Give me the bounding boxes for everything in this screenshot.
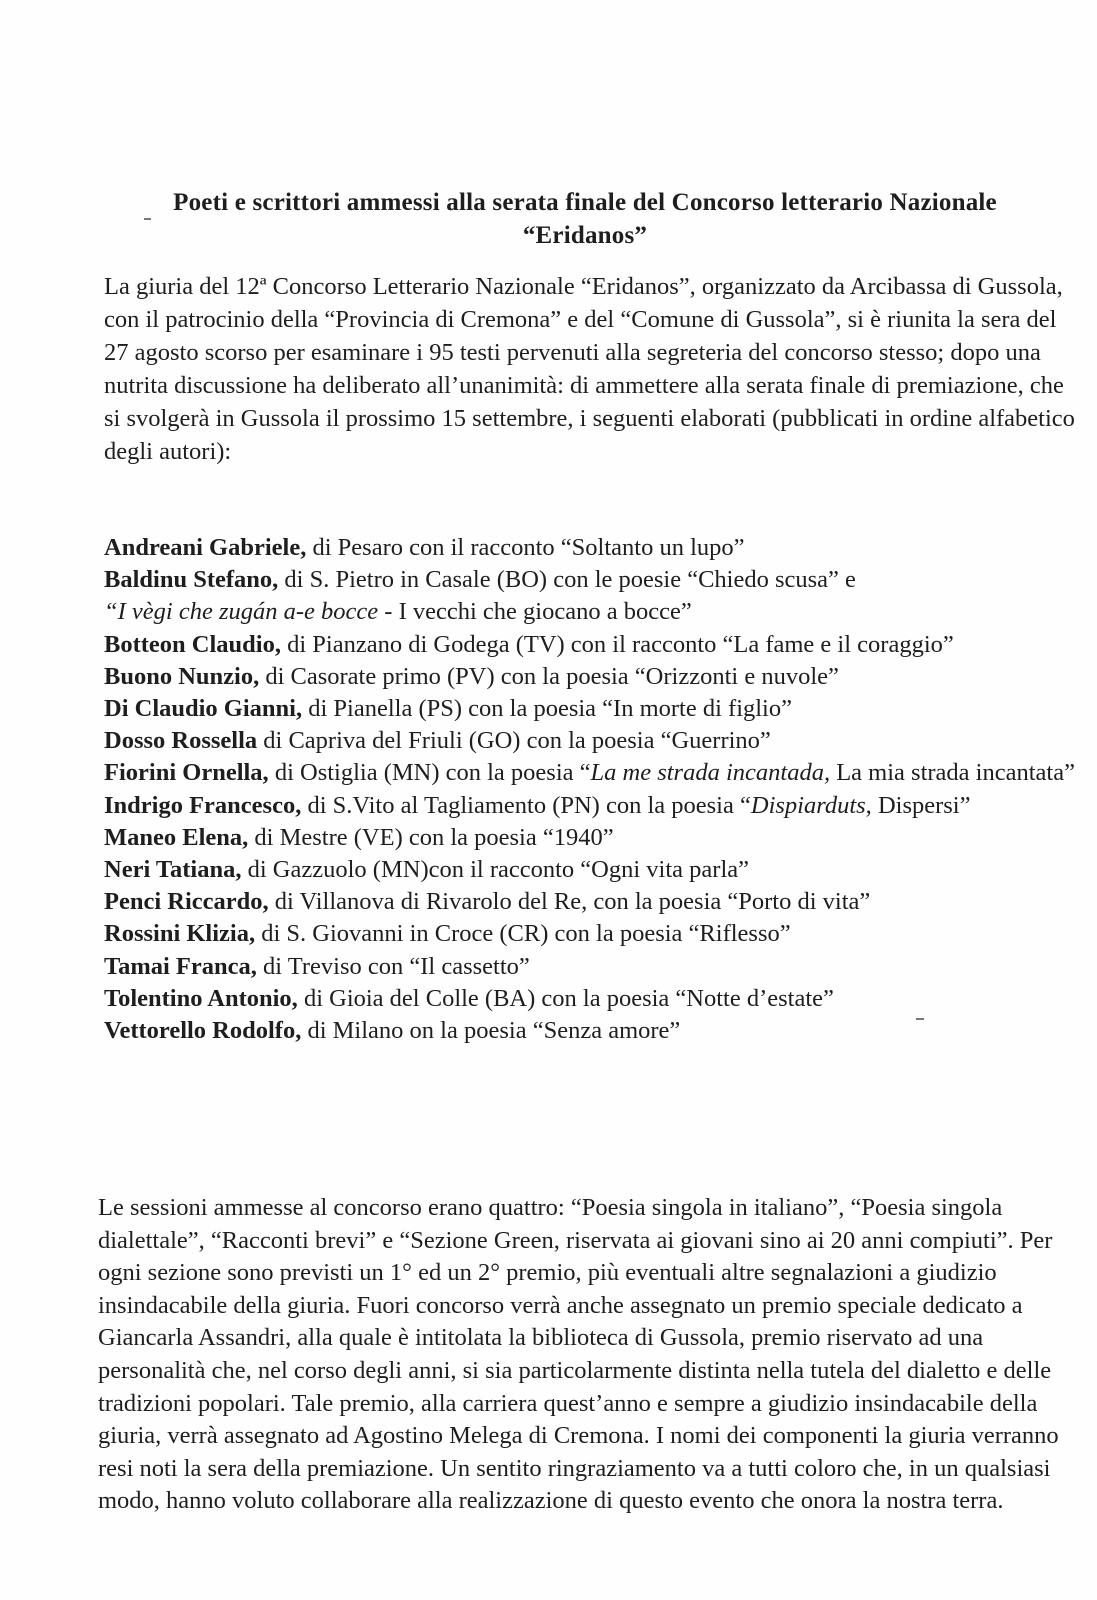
list-item <box>104 564 1080 628</box>
list-item <box>104 951 1080 983</box>
entry-details: di Pianella (PS) con la poesia “In morte di figlio” <box>302 695 792 723</box>
entry-details: di Capriva del Friuli (GO) con la poesia “Guerrino” <box>257 727 771 755</box>
list-item <box>104 693 1080 725</box>
scan-speck <box>144 218 151 220</box>
list-item <box>104 1015 1080 1047</box>
entry-dialect-title: Dispiarduts, <box>750 791 872 819</box>
entry-translation: Dispersi” <box>871 791 971 819</box>
author-name: Fiorini Ornella, <box>104 759 269 787</box>
list-item <box>104 757 1080 789</box>
author-name: Neri Tatiana, <box>104 856 242 884</box>
title-line-1: Poeti e scrittori ammessi alla serata finale del Concorso letterario Nazionale <box>173 189 997 216</box>
document-title <box>100 186 1070 252</box>
author-name: Vettorello Rodolfo, <box>104 1017 302 1045</box>
author-name: Tamai Franca, <box>104 952 257 980</box>
author-name: Tolentino Antonio, <box>104 984 298 1012</box>
list-item <box>104 854 1080 886</box>
entry-dialect-title: “I vègi che zugán a-e bocce <box>104 598 379 626</box>
list-item <box>104 629 1080 661</box>
list-item <box>104 661 1080 693</box>
scan-speck <box>916 1018 924 1020</box>
admitted-entries-list <box>104 532 1080 1047</box>
author-name: Botteon Claudio, <box>104 630 281 658</box>
entry-details: di Ostiglia (MN) con la poesia “ <box>268 759 591 787</box>
entry-details: di S.Vito al Tagliamento (PN) con la poesia “ <box>301 791 751 819</box>
list-item <box>104 886 1080 918</box>
entry-details: di Casorate primo (PV) con la poesia “Orizzonti e nuvole” <box>259 662 839 690</box>
entry-translation: - I vecchi che giocano a bocce” <box>378 598 692 626</box>
list-item <box>104 790 1080 822</box>
entry-dialect-title: La me strada incantada, <box>590 759 831 787</box>
entry-details: di Pesaro con il racconto “Soltanto un lupo” <box>306 534 745 561</box>
list-item <box>104 983 1080 1015</box>
list-item <box>104 532 1080 564</box>
author-name: Andreani Gabriele, <box>104 534 307 561</box>
entry-details: di Milano on la poesia “Senza amore” <box>301 1017 681 1045</box>
author-name: Penci Riccardo, <box>104 888 269 916</box>
author-name: Indrigo Francesco, <box>104 791 302 819</box>
closing-paragraph: Le sessioni ammesse al concorso erano quattro: “Poesia singola in italiano”, “Poesia singola dialettale”, “Racconti brevi” e “Sezione Green, riservata ai giovani sino ai 20 anni compiuti”. Per ogni sezione sono previsti un 1° ed un 2° premio, più eventuali altre segnalazioni a giudizio insindacabile della giuria. Fuori concorso verrà anche assegnato un premio speciale dedicato a Giancarla Assandri, alla quale è intitolata la biblioteca di Gussola, premio riservato ad una personalità che, nel corso degli anni, si sia particolarmente distinta nella tutela del dialetto e delle tradizioni popolari. Tale premio, alla carriera quest’anno e sempre a giudizio insindacabile della giuria, verrà assegnato ad Agostino Melega di Cremona. I nomi dei componenti la giuria verranno resi noti la sera della premiazione. Un sentito ringraziamento va a tutti coloro che, in un qualsiasi modo, hanno voluto collaborare alla realizzazione di questo evento che onora la nostra terra. <box>98 1194 1059 1515</box>
entry-details: di Gazzuolo (MN)con il racconto “Ogni vita parla” <box>241 856 750 884</box>
author-name: Maneo Elena, <box>104 823 249 851</box>
entry-details: di Villanova di Rivarolo del Re, con la poesia “Porto di vita” <box>268 888 871 916</box>
author-name: Rossini Klizia, <box>104 920 256 948</box>
entry-details: di Treviso con “Il cassetto” <box>256 952 530 980</box>
author-name: Buono Nunzio, <box>104 662 260 690</box>
entry-translation: La mia strada incantata” <box>830 759 1075 787</box>
author-name: Dosso Rossella <box>104 727 258 755</box>
title-line-2: “Eridanos” <box>522 222 648 249</box>
entry-details: di S. Giovanni in Croce (CR) con la poesia “Riflesso” <box>255 920 791 948</box>
entry-details: di Mestre (VE) con la poesia “1940” <box>248 823 614 851</box>
entry-details: di S. Pietro in Casale (BO) con le poesie “Chiedo scusa” e <box>278 566 856 594</box>
intro-paragraph: La giuria del 12ª Concorso Letterario Nazionale “Eridanos”, organizzato da Arcibassa di Gussola, con il patrocinio della “Provincia di Cremona” e del “Comune di Gussola”, si è riunita la sera del 27 agosto scorso per esaminare i 95 testi pervenuti alla segreteria del concorso stesso; dopo una nutrita discussione ha deliberato all’unanimità: di ammettere alla serata finale di premiazione, che si svolgerà in Gussola il prossimo 15 settembre, i seguenti elaborati (pubblicati in ordine alfabetico degli autori): <box>104 273 1075 465</box>
entry-details: di Pianzano di Godega (TV) con il racconto “La fame e il coraggio” <box>280 630 954 658</box>
list-item <box>104 725 1080 757</box>
list-item <box>104 822 1080 854</box>
author-name: Di Claudio Gianni, <box>104 695 303 723</box>
author-name: Baldinu Stefano, <box>104 566 279 594</box>
list-item <box>104 918 1080 950</box>
entry-details: di Gioia del Colle (BA) con la poesia “Notte d’estate” <box>297 984 834 1012</box>
